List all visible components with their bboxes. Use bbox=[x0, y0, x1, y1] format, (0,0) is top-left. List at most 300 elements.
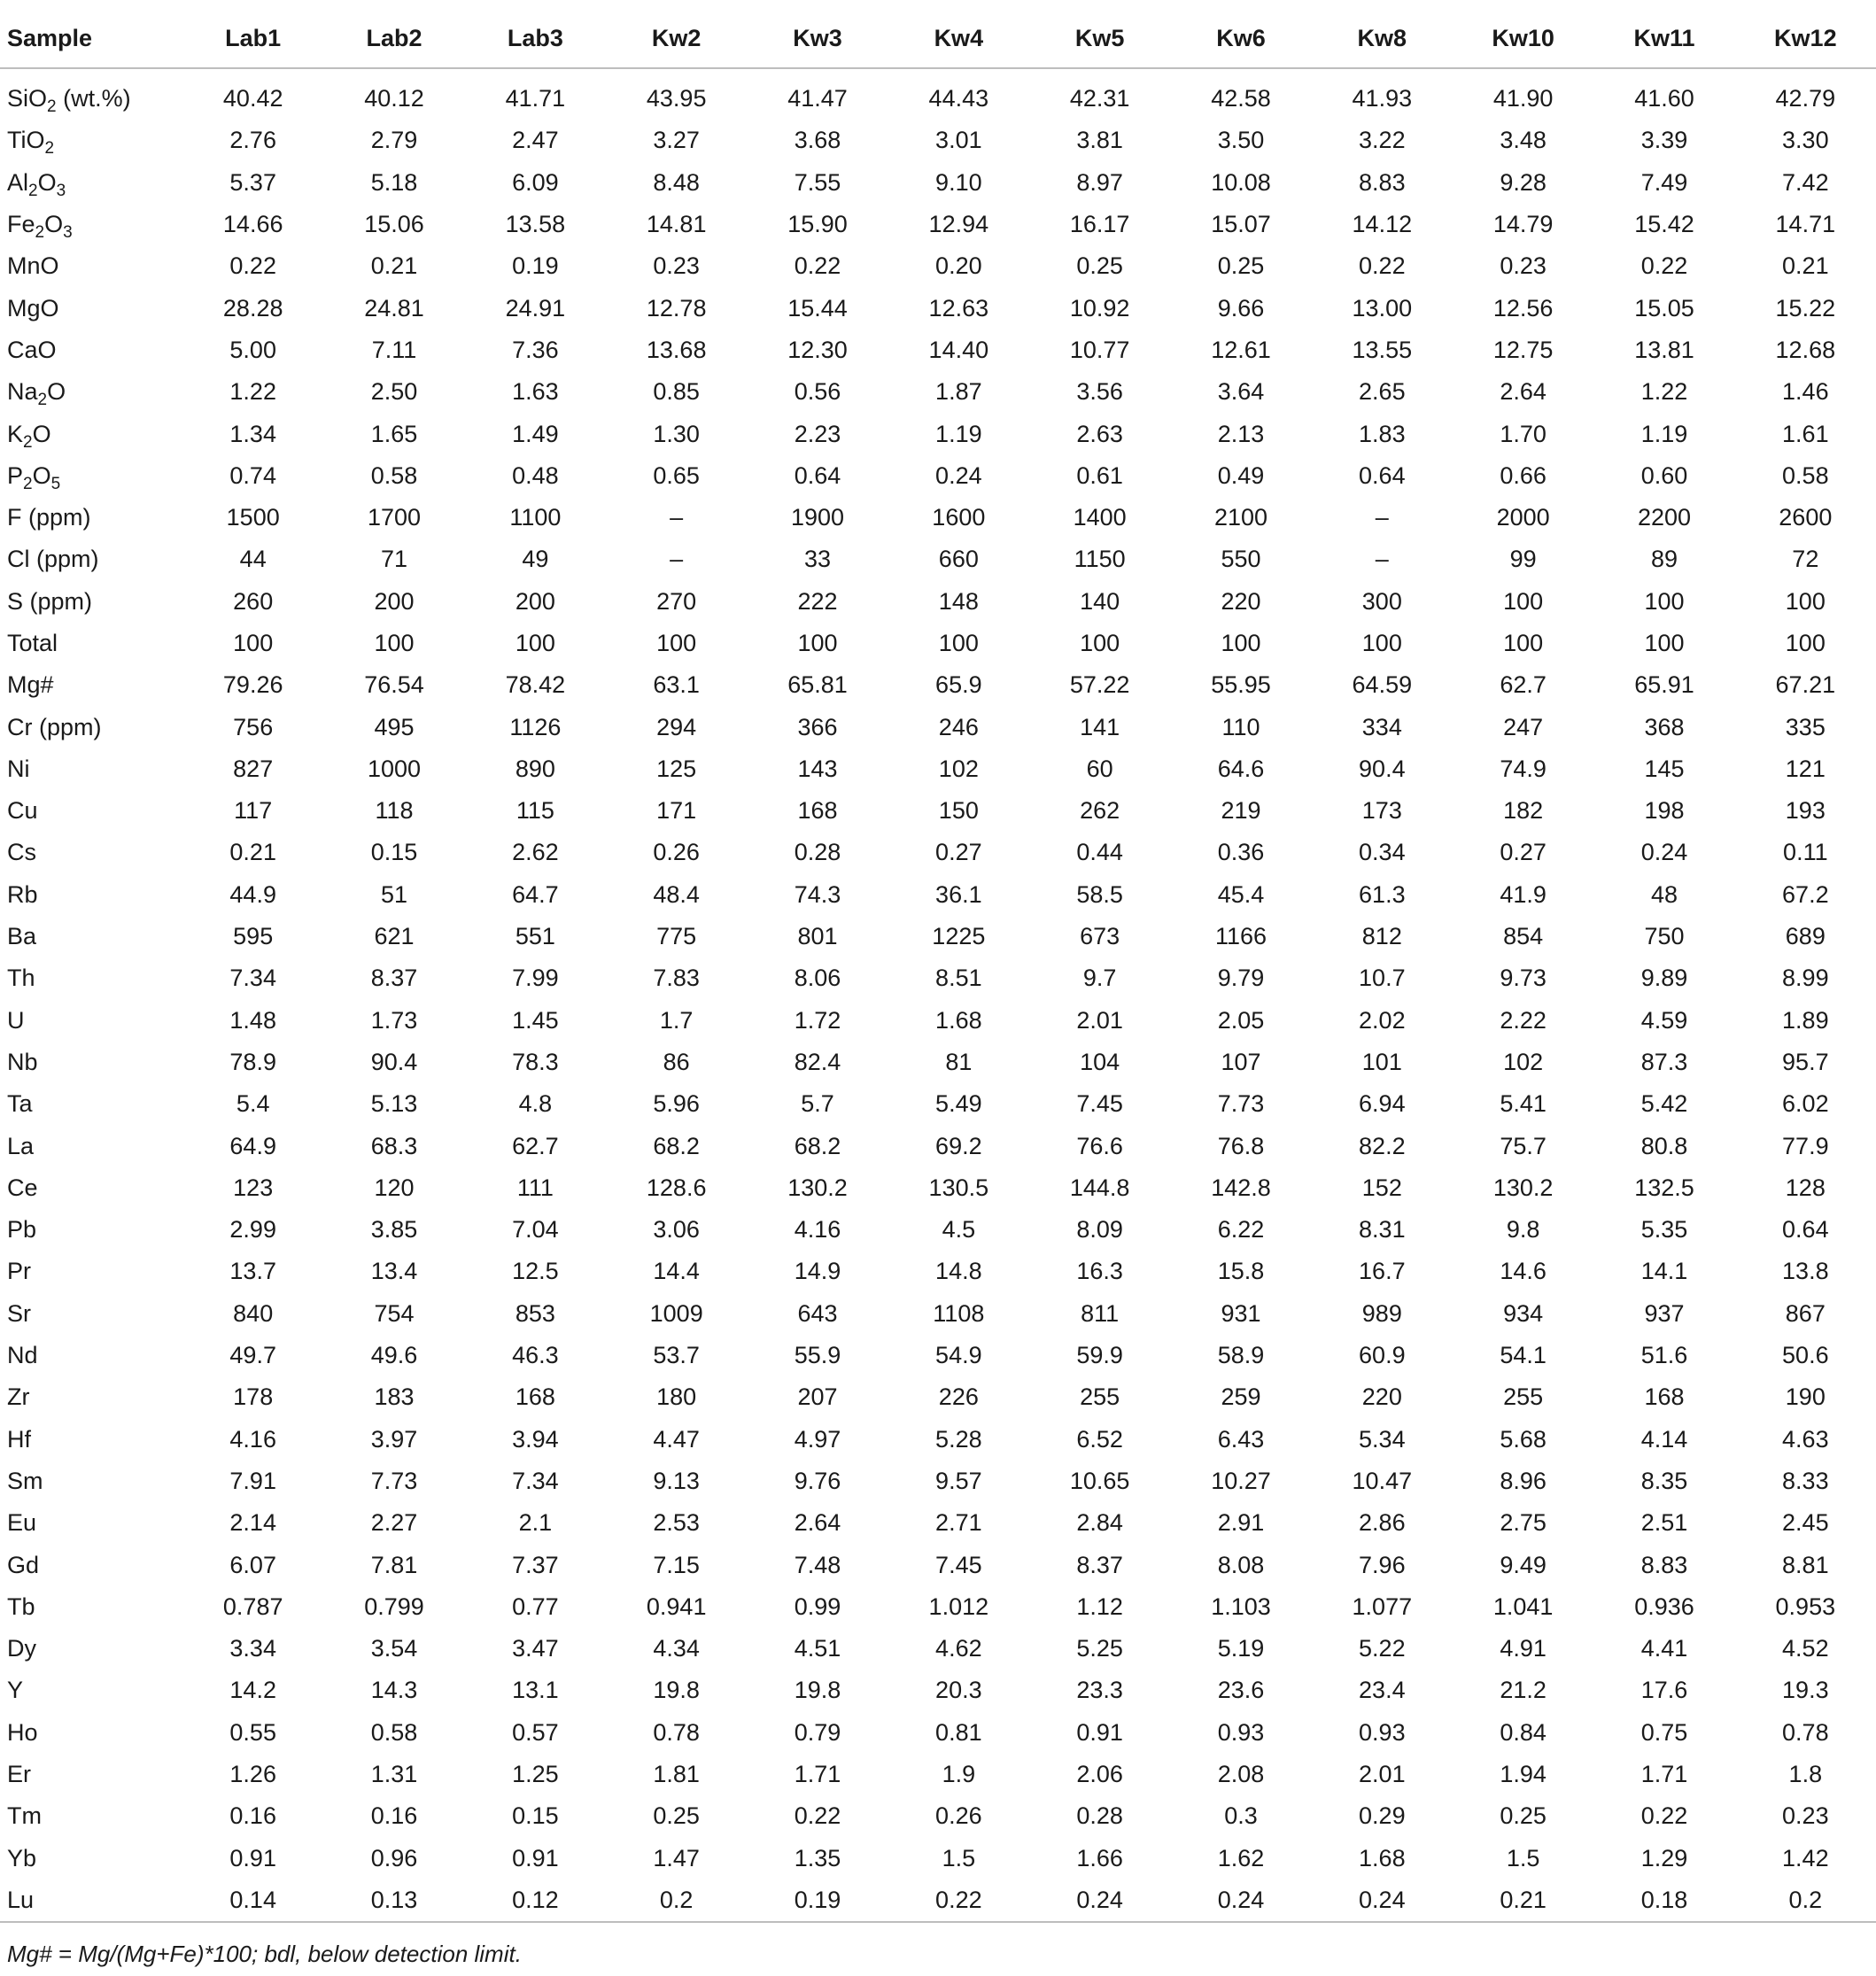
table-cell: 44.9 bbox=[229, 880, 276, 908]
table-cell: 54.1 bbox=[1500, 1342, 1547, 1369]
table-cell: 4.62 bbox=[935, 1635, 982, 1662]
table-cell: 4.16 bbox=[229, 1425, 276, 1453]
table-cell: 3.34 bbox=[229, 1635, 276, 1662]
table-cell: 9.66 bbox=[1217, 294, 1265, 322]
row-label bbox=[0, 1209, 182, 1251]
row-label bbox=[0, 957, 182, 999]
table-cell: 120 bbox=[374, 1174, 415, 1201]
table-cell: 1.25 bbox=[512, 1761, 559, 1788]
table-cell: 0.14 bbox=[182, 1879, 323, 1922]
table-cell: 0.60 bbox=[1640, 461, 1688, 489]
table-cell: 1.62 bbox=[1217, 1844, 1265, 1871]
table-cell: 0.3 bbox=[1224, 1802, 1258, 1830]
table-cell: 2.64 bbox=[794, 1509, 841, 1537]
table-cell: 51.6 bbox=[1640, 1342, 1688, 1369]
table-cell: 7.37 bbox=[512, 1551, 559, 1578]
table-cell: 0.22 bbox=[1640, 1802, 1688, 1830]
table-cell: – bbox=[1375, 504, 1389, 531]
table-cell: 270 bbox=[656, 587, 697, 615]
table-cell: 1.49 bbox=[512, 420, 559, 447]
table-cell: 1.42 bbox=[1782, 1844, 1829, 1871]
table-cell: 5.4 bbox=[236, 1090, 270, 1118]
table-cell: 9.28 bbox=[1500, 168, 1547, 196]
column-header: Kw12 bbox=[1735, 9, 1876, 68]
row-label-text: Ce bbox=[7, 1174, 38, 1201]
table-cell: 0.78 bbox=[653, 1718, 700, 1746]
table-cell: 2.14 bbox=[229, 1509, 276, 1537]
table-cell: 110 bbox=[1221, 713, 1260, 740]
table-cell: 1.9 bbox=[942, 1761, 976, 1788]
table-cell: 111 bbox=[516, 1174, 554, 1201]
table-cell: 15.90 bbox=[787, 211, 848, 238]
table-cell: 121 bbox=[1785, 755, 1826, 782]
row-label bbox=[0, 1125, 182, 1166]
table-row bbox=[0, 497, 1876, 539]
table-cell: 0.93 bbox=[1217, 1718, 1265, 1746]
table-cell: 150 bbox=[938, 797, 979, 825]
table-cell: 12.56 bbox=[1492, 294, 1554, 322]
table-cell: 2.71 bbox=[935, 1509, 982, 1537]
table-cell: 99 bbox=[1509, 546, 1537, 573]
table-cell: 8.35 bbox=[1640, 1467, 1688, 1494]
table-cell: 76.8 bbox=[1217, 1132, 1265, 1159]
table-cell: 100 bbox=[1503, 587, 1544, 615]
table-cell: 193 bbox=[1785, 797, 1826, 825]
table-cell: 71 bbox=[381, 546, 408, 573]
table-cell: 82.4 bbox=[794, 1048, 841, 1075]
table-cell: 8.99 bbox=[1782, 965, 1829, 992]
table-cell: 6.09 bbox=[512, 168, 559, 196]
table-cell: 130.2 bbox=[1492, 1174, 1554, 1201]
table-cell: 152 bbox=[1361, 1174, 1402, 1201]
column-header: Kw8 bbox=[1312, 9, 1453, 68]
table-cell: 3.97 bbox=[370, 1425, 418, 1453]
table-cell: 2.64 bbox=[1500, 378, 1547, 406]
table-cell: 23.6 bbox=[1217, 1677, 1265, 1704]
table-cell: 12.30 bbox=[787, 336, 848, 363]
table-cell: 140 bbox=[1080, 587, 1120, 615]
table-cell: 643 bbox=[797, 1299, 838, 1327]
table-cell: 0.26 bbox=[653, 839, 700, 866]
table-row bbox=[0, 1167, 1876, 1209]
row-label-text: K bbox=[7, 420, 24, 447]
table-cell: 220 bbox=[1221, 587, 1261, 615]
table-cell: 3.85 bbox=[370, 1216, 418, 1244]
table-cell: 68.2 bbox=[794, 1132, 841, 1159]
table-cell: 76.54 bbox=[364, 671, 424, 699]
table-cell: 12.61 bbox=[1211, 336, 1271, 363]
table-cell: 14.8 bbox=[935, 1258, 982, 1285]
table-cell: 8.83 bbox=[1359, 168, 1406, 196]
table-cell: 7.83 bbox=[653, 965, 700, 992]
table-cell: 12.68 bbox=[1775, 336, 1836, 363]
row-label-subscript: 2 bbox=[28, 181, 38, 200]
table-cell: 0.23 bbox=[653, 252, 700, 280]
table-cell: 78.9 bbox=[229, 1048, 276, 1075]
table-cell: 14.4 bbox=[653, 1258, 700, 1285]
table-cell: 0.2 bbox=[1735, 1879, 1876, 1922]
table-cell: 7.55 bbox=[794, 168, 841, 196]
row-label bbox=[0, 1670, 182, 1711]
row-label bbox=[0, 1502, 182, 1544]
table-cell: 247 bbox=[1503, 713, 1544, 740]
table-cell: 117 bbox=[234, 797, 273, 825]
table-cell: 16.3 bbox=[1076, 1258, 1123, 1285]
table-cell: 75.7 bbox=[1500, 1132, 1547, 1159]
table-cell: 125 bbox=[656, 755, 697, 782]
table-row bbox=[0, 1209, 1876, 1251]
table-cell: 15.22 bbox=[1775, 294, 1836, 322]
row-label bbox=[0, 664, 182, 706]
table-cell: 1.89 bbox=[1782, 1006, 1829, 1034]
table-cell: 3.01 bbox=[935, 127, 982, 154]
row-label bbox=[0, 1335, 182, 1376]
table-cell: 0.27 bbox=[935, 839, 982, 866]
table-cell: 1.68 bbox=[1359, 1844, 1406, 1871]
table-cell: 59.9 bbox=[1076, 1342, 1123, 1369]
row-label bbox=[0, 874, 182, 916]
table-row bbox=[0, 957, 1876, 999]
table-cell: 19.3 bbox=[1782, 1677, 1829, 1704]
table-cell: 4.51 bbox=[794, 1635, 841, 1662]
table-cell: 0.78 bbox=[1782, 1718, 1829, 1746]
table-cell: 100 bbox=[797, 630, 838, 656]
table-cell: 168 bbox=[797, 797, 838, 825]
table-cell: 0.787 bbox=[222, 1592, 283, 1620]
table-row bbox=[0, 664, 1876, 706]
table-cell: 0.74 bbox=[229, 461, 276, 489]
table-cell: 0.28 bbox=[1076, 1802, 1123, 1830]
row-label bbox=[0, 1754, 182, 1795]
table-cell: 1900 bbox=[790, 504, 845, 531]
row-label-text: Ho bbox=[7, 1718, 38, 1746]
table-cell: 3.50 bbox=[1217, 127, 1265, 154]
table-cell: 13.00 bbox=[1352, 294, 1413, 322]
row-label bbox=[0, 1167, 182, 1209]
table-cell: 1.61 bbox=[1782, 420, 1829, 447]
row-label-text: Fe bbox=[7, 211, 35, 238]
table-cell: 87.3 bbox=[1640, 1048, 1688, 1075]
table-cell: 8.09 bbox=[1076, 1216, 1123, 1244]
column-header: Lab2 bbox=[323, 9, 464, 68]
table-row bbox=[0, 1712, 1876, 1754]
table-cell: 334 bbox=[1361, 713, 1402, 740]
table-cell: 2.63 bbox=[1076, 420, 1123, 447]
table-cell: 13.58 bbox=[505, 211, 566, 238]
table-cell: 89 bbox=[1650, 546, 1678, 573]
table-cell: 57.22 bbox=[1069, 671, 1130, 699]
table-cell: 853 bbox=[515, 1299, 555, 1327]
table-cell: 3.39 bbox=[1640, 127, 1688, 154]
table-cell: 2.22 bbox=[1500, 1006, 1547, 1034]
table-cell: 0.22 bbox=[229, 252, 276, 280]
table-cell: 0.23 bbox=[1500, 252, 1547, 280]
table-cell: 64.59 bbox=[1352, 671, 1413, 699]
row-label-text: Mg# bbox=[7, 671, 54, 699]
table-cell: 1.71 bbox=[1640, 1761, 1688, 1788]
table-header-row bbox=[0, 9, 1876, 68]
table-cell: 5.18 bbox=[370, 168, 418, 196]
table-cell: 145 bbox=[1644, 755, 1685, 782]
row-label-text: SiO bbox=[7, 85, 48, 112]
row-label-subscript: 2 bbox=[37, 391, 48, 410]
table-cell: 45.4 bbox=[1217, 880, 1265, 908]
table-cell: 0.23 bbox=[1782, 1802, 1829, 1830]
table-cell: 9.57 bbox=[935, 1467, 982, 1494]
table-cell: 7.11 bbox=[371, 336, 417, 363]
table-cell: 55.9 bbox=[794, 1342, 841, 1369]
table-cell: 68.2 bbox=[653, 1132, 700, 1159]
table-cell: 148 bbox=[938, 587, 979, 615]
table-cell: 0.25 bbox=[1076, 252, 1123, 280]
table-cell: 207 bbox=[797, 1383, 838, 1411]
table-cell: 934 bbox=[1503, 1299, 1544, 1327]
table-cell: 10.65 bbox=[1069, 1467, 1130, 1494]
table-cell: 0.61 bbox=[1076, 461, 1123, 489]
table-cell: 14.9 bbox=[794, 1258, 841, 1285]
table-cell: 67.21 bbox=[1775, 671, 1836, 699]
row-label-text: U bbox=[7, 1006, 25, 1034]
table-cell: 5.00 bbox=[229, 336, 276, 363]
table-cell: 5.34 bbox=[1359, 1425, 1406, 1453]
column-header: Kw3 bbox=[747, 9, 888, 68]
table-cell: 1.26 bbox=[229, 1761, 276, 1788]
row-label-text: O bbox=[32, 461, 51, 489]
table-cell: 756 bbox=[233, 713, 274, 740]
table-cell: 64.7 bbox=[512, 880, 559, 908]
table-cell: 9.79 bbox=[1217, 965, 1265, 992]
table-cell: 4.16 bbox=[794, 1216, 841, 1244]
table-cell: 14.12 bbox=[1352, 211, 1413, 238]
table-cell: 42.31 bbox=[1069, 85, 1130, 112]
table-cell: 1166 bbox=[1214, 923, 1267, 950]
table-cell: 1.70 bbox=[1500, 420, 1547, 447]
table-row bbox=[0, 916, 1876, 957]
table-cell: 1009 bbox=[649, 1299, 703, 1327]
table-cell: 42.79 bbox=[1775, 85, 1836, 112]
table-cell: 811 bbox=[1081, 1299, 1120, 1327]
table-cell: 130.2 bbox=[787, 1174, 848, 1201]
table-cell: 15.42 bbox=[1634, 211, 1694, 238]
table-cell: 100 bbox=[374, 630, 415, 656]
table-cell: 0.79 bbox=[794, 1718, 841, 1746]
table-cell: 49.6 bbox=[370, 1342, 418, 1369]
table-cell: 67.2 bbox=[1782, 880, 1829, 908]
table-cell: 55.95 bbox=[1211, 671, 1271, 699]
table-cell: 0.2 bbox=[606, 1879, 747, 1922]
row-label bbox=[0, 455, 182, 497]
table-cell: 255 bbox=[1503, 1383, 1544, 1411]
table-cell: 2100 bbox=[1213, 504, 1268, 531]
table-cell: 14.6 bbox=[1500, 1258, 1547, 1285]
table-cell: 10.7 bbox=[1359, 965, 1406, 992]
table-cell: 0.44 bbox=[1076, 839, 1123, 866]
row-label bbox=[0, 162, 182, 204]
table-row bbox=[0, 371, 1876, 413]
table-row bbox=[0, 539, 1876, 580]
table-cell: 7.36 bbox=[512, 336, 559, 363]
table-cell: 1.5 bbox=[942, 1844, 976, 1871]
table-cell: 54.9 bbox=[935, 1342, 982, 1369]
table-cell: 60 bbox=[1086, 755, 1113, 782]
table-cell: 171 bbox=[656, 797, 697, 825]
table-cell: 0.21 bbox=[1782, 252, 1829, 280]
table-cell: 937 bbox=[1644, 1299, 1685, 1327]
table-cell: 7.73 bbox=[370, 1467, 418, 1494]
table-cell: 77.9 bbox=[1782, 1132, 1829, 1159]
table-cell: 0.24 bbox=[1170, 1879, 1311, 1922]
table-cell: 812 bbox=[1361, 923, 1402, 950]
table-cell: 1.94 bbox=[1500, 1761, 1547, 1788]
geochemistry-table bbox=[0, 9, 1876, 1923]
table-cell: 3.27 bbox=[653, 127, 700, 154]
table-cell: 9.10 bbox=[935, 168, 982, 196]
table-cell: 1.5 bbox=[1506, 1844, 1540, 1871]
row-label-text: Total bbox=[7, 630, 58, 656]
table-cell: 8.48 bbox=[653, 168, 700, 196]
table-cell: 1.72 bbox=[794, 1006, 841, 1034]
table-cell: 14.81 bbox=[646, 211, 707, 238]
table-cell: 0.19 bbox=[747, 1879, 888, 1922]
table-cell: 335 bbox=[1785, 713, 1826, 740]
table-cell: 10.08 bbox=[1211, 168, 1271, 196]
table-cell: 3.64 bbox=[1217, 378, 1265, 406]
table-cell: 0.799 bbox=[364, 1592, 424, 1620]
table-cell: 660 bbox=[938, 546, 979, 573]
row-label-text: MnO bbox=[7, 252, 59, 280]
table-cell: 2.1 bbox=[518, 1509, 553, 1537]
row-label bbox=[0, 287, 182, 329]
table-cell: 123 bbox=[233, 1174, 274, 1201]
table-cell: 173 bbox=[1361, 797, 1402, 825]
row-label bbox=[0, 1879, 182, 1922]
column-header: Kw11 bbox=[1593, 9, 1734, 68]
table-cell: 65.91 bbox=[1634, 671, 1694, 699]
column-header: Lab1 bbox=[182, 9, 323, 68]
table-cell: 0.91 bbox=[1076, 1718, 1123, 1746]
table-cell: 0.93 bbox=[1359, 1718, 1406, 1746]
table-cell: 58.9 bbox=[1217, 1342, 1265, 1369]
table-cell: 3.47 bbox=[512, 1635, 559, 1662]
table-row bbox=[0, 1795, 1876, 1837]
row-label bbox=[0, 1376, 182, 1418]
table-cell: 4.5 bbox=[942, 1216, 976, 1244]
table-cell: 5.13 bbox=[370, 1090, 418, 1118]
table-cell: 10.47 bbox=[1352, 1467, 1413, 1494]
table-cell: 0.29 bbox=[1359, 1802, 1406, 1830]
table-cell: 17.6 bbox=[1640, 1677, 1688, 1704]
row-label-text: Ba bbox=[7, 923, 37, 950]
row-label bbox=[0, 916, 182, 957]
row-label-text: F (ppm) bbox=[7, 504, 91, 531]
table-cell: 0.99 bbox=[794, 1592, 841, 1620]
row-label-text: TiO bbox=[7, 127, 45, 154]
table-cell: 13.68 bbox=[646, 336, 707, 363]
table-cell: 2.47 bbox=[512, 127, 559, 154]
table-cell: 1.87 bbox=[935, 378, 982, 406]
row-label-text: Cs bbox=[7, 839, 36, 866]
table-cell: 294 bbox=[656, 713, 697, 740]
row-label bbox=[0, 1795, 182, 1837]
table-cell: 0.16 bbox=[229, 1802, 276, 1830]
table-cell: 8.83 bbox=[1640, 1551, 1688, 1578]
table-cell: 115 bbox=[516, 797, 554, 825]
table-cell: – bbox=[1375, 546, 1389, 573]
row-label bbox=[0, 790, 182, 832]
table-cell: 48.4 bbox=[653, 880, 700, 908]
table-cell: 262 bbox=[1080, 797, 1120, 825]
table-cell: 61.3 bbox=[1359, 880, 1406, 908]
table-row bbox=[0, 162, 1876, 204]
table-cell: 0.22 bbox=[888, 1879, 1029, 1922]
table-cell: 3.30 bbox=[1782, 127, 1829, 154]
table-cell: 13.55 bbox=[1352, 336, 1413, 363]
table-footnote: Mg# = Mg/(Mg+Fe)*100; bdl, below detection limit. bbox=[7, 1941, 522, 1967]
table-cell: 9.13 bbox=[653, 1467, 700, 1494]
table-cell: 595 bbox=[233, 923, 274, 950]
table-cell: 7.15 bbox=[653, 1551, 700, 1578]
table-cell: 1.077 bbox=[1352, 1592, 1413, 1620]
table-cell: 219 bbox=[1221, 797, 1261, 825]
table-cell: 0.22 bbox=[1640, 252, 1688, 280]
table-cell: 58.5 bbox=[1076, 880, 1123, 908]
table-cell: 0.16 bbox=[370, 1802, 418, 1830]
table-cell: 1.81 bbox=[653, 1761, 700, 1788]
table-cell: 100 bbox=[1503, 630, 1544, 656]
table-cell: 142.8 bbox=[1211, 1174, 1271, 1201]
table-cell: 13.8 bbox=[1782, 1258, 1829, 1285]
row-label-text: Cr (ppm) bbox=[7, 713, 102, 740]
table-cell: 1.19 bbox=[1640, 420, 1688, 447]
table-cell: 226 bbox=[938, 1383, 979, 1411]
table-cell: 2.27 bbox=[370, 1509, 418, 1537]
table-cell: 495 bbox=[374, 713, 415, 740]
table-cell: 7.45 bbox=[1076, 1090, 1123, 1118]
table-cell: 95.7 bbox=[1782, 1048, 1829, 1075]
table-cell: 5.42 bbox=[1640, 1090, 1688, 1118]
table-cell: 6.52 bbox=[1076, 1425, 1123, 1453]
table-cell: 9.89 bbox=[1640, 965, 1688, 992]
table-cell: 62.7 bbox=[512, 1132, 559, 1159]
table-cell: 5.7 bbox=[801, 1090, 834, 1118]
row-label-text: Hf bbox=[7, 1425, 31, 1453]
table-cell: 8.37 bbox=[1076, 1551, 1123, 1578]
table-cell: 9.73 bbox=[1500, 965, 1547, 992]
table-cell: 551 bbox=[515, 923, 555, 950]
row-label-text: Rb bbox=[7, 880, 38, 908]
table-cell: 10.27 bbox=[1211, 1467, 1271, 1494]
table-cell: 0.25 bbox=[1217, 252, 1265, 280]
row-label bbox=[0, 204, 182, 245]
row-label-text: Er bbox=[7, 1761, 31, 1788]
table-cell: 80.8 bbox=[1640, 1132, 1688, 1159]
row-label bbox=[0, 706, 182, 748]
table-cell: 100 bbox=[1221, 630, 1261, 656]
table-cell: 0.58 bbox=[1782, 461, 1829, 489]
row-label bbox=[0, 1000, 182, 1042]
table-cell: 2600 bbox=[1779, 504, 1833, 531]
table-cell: 100 bbox=[1080, 630, 1120, 656]
table-row bbox=[0, 874, 1876, 916]
table-cell: 550 bbox=[1221, 546, 1261, 573]
table-cell: 2.76 bbox=[229, 127, 276, 154]
table-cell: 2.45 bbox=[1782, 1509, 1829, 1537]
table-cell: 8.51 bbox=[935, 965, 982, 992]
table-cell: 3.22 bbox=[1359, 127, 1406, 154]
table-cell: 0.58 bbox=[370, 1718, 418, 1746]
table-cell: 9.7 bbox=[1082, 965, 1117, 992]
table-cell: 1.103 bbox=[1211, 1592, 1271, 1620]
